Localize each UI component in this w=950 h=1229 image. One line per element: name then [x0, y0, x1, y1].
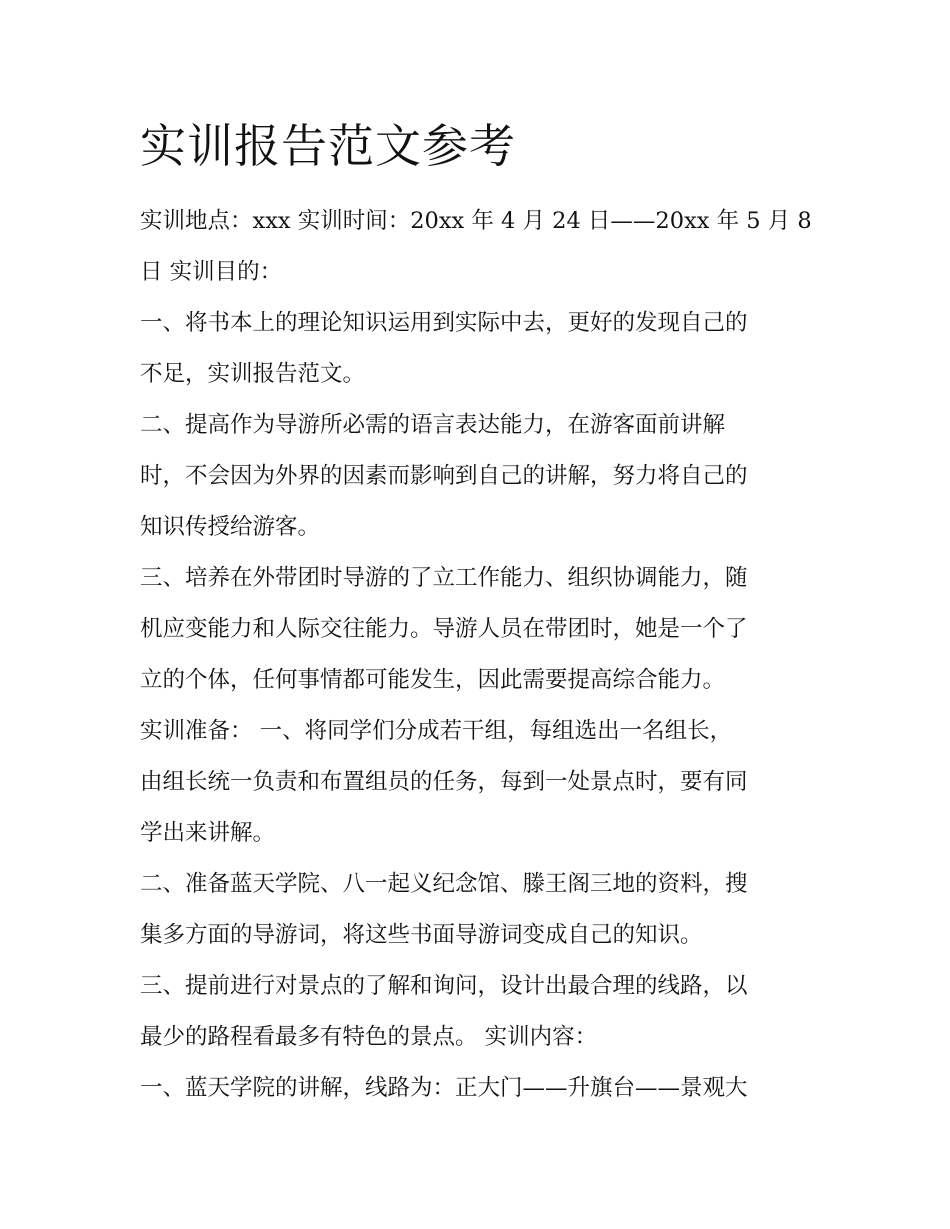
document-title: 实训报告范文参考: [140, 119, 516, 173]
text-line: 由组长统一负责和布置组员的任务，每到一处景点时，要有同: [140, 769, 748, 795]
text-line: 立的个体，任何事情都可能发生，因此需要提高综合能力。: [140, 667, 726, 693]
text-line: 学出来讲解。: [140, 820, 276, 846]
text-line: 实训准备： 一、将同学们分成若干组，每组选出一名组长，: [140, 718, 733, 744]
text-line: 时，不会因为外界的因素而影响到自己的讲解，努力将自己的: [140, 463, 748, 489]
text-line: 不足，实训报告范文。: [140, 361, 366, 387]
document-body: [140, 196, 820, 1115]
text-line: 一、蓝天学院的讲解，线路为：正大门——升旗台——景观大: [140, 1075, 748, 1101]
text-line: 二、提高作为导游所必需的语言表达能力，在游客面前讲解: [140, 412, 726, 438]
text-line: 一、将书本上的理论知识运用到实际中去，更好的发现自己的: [140, 310, 748, 336]
text-line: 集多方面的导游词，将这些书面导游词变成自己的知识。: [140, 922, 703, 948]
text-line: 三、提前进行对景点的了解和询问，设计出最合理的线路，以: [140, 973, 748, 999]
text-line: 三、培养在外带团时导游的了立工作能力、组织协调能力，随: [140, 565, 748, 591]
text-line: 机应变能力和人际交往能力。导游人员在带团时，她是一个了: [140, 616, 748, 642]
text-line: 实训地点：xxx 实训时间：20xx 年 4 月 24 日——20xx 年 5 月 8: [140, 208, 812, 234]
text-line: 知识传授给游客。: [140, 514, 321, 540]
text-line: 二、准备蓝天学院、八一起义纪念馆、滕王阁三地的资料，搜: [140, 871, 748, 897]
text-line: 最少的路程看最多有特色的景点。 实训内容：: [140, 1024, 598, 1050]
text-line: 日 实训目的：: [140, 259, 283, 285]
